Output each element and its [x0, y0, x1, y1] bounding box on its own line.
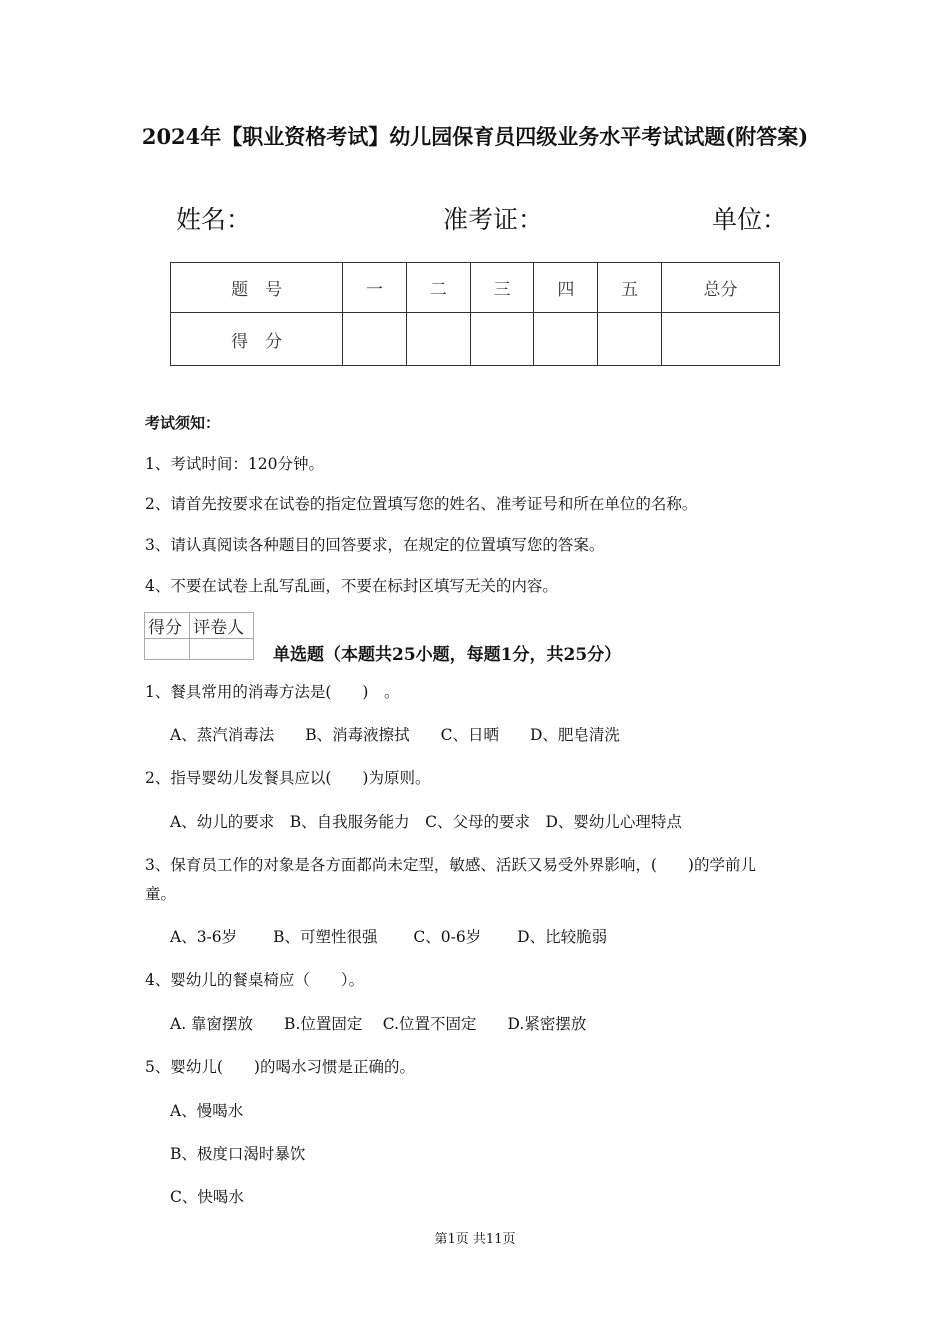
score-cell [470, 313, 534, 366]
question-text: 3、保育员工作的对象是各方面都尚未定型，敏感、活跃又易受外界影响，( )的学前儿 [145, 856, 756, 874]
unit-label: 单位： [712, 205, 788, 234]
score-cell [598, 313, 662, 366]
question-text: 2、指导婴幼儿发餐具应以( )为原则。 [145, 769, 431, 787]
score-header-cell: 一 [343, 263, 407, 313]
question-option: C、快喝水 [170, 1188, 244, 1206]
question-option: A、慢喝水 [170, 1102, 244, 1120]
notice-item: 1、考试时间：120分钟。 [145, 455, 324, 473]
question-option: B、极度口渴时暴饮 [170, 1145, 306, 1163]
exam-id-label: 准考证： [443, 205, 544, 234]
score-header-cell: 二 [406, 263, 470, 313]
notice-item: 3、请认真阅读各种题目的回答要求，在规定的位置填写您的答案。 [145, 536, 605, 554]
score-header-cell: 总分 [662, 263, 780, 313]
grader-reviewer-label: 评卷人 [190, 613, 254, 639]
grader-score-label: 得分 [145, 613, 190, 639]
grader-reviewer-cell [190, 639, 254, 660]
question-text: 5、婴幼儿( )的喝水习惯是正确的。 [145, 1058, 415, 1076]
notice-item: 2、请首先按要求在试卷的指定位置填写您的姓名、准考证号和所在单位的名称。 [145, 495, 698, 513]
score-header-cell: 五 [598, 263, 662, 313]
notice-title: 考试须知： [145, 414, 221, 432]
score-cell [406, 313, 470, 366]
question-options: A. 靠窗摆放 B.位置固定 C.位置不固定 D.紧密摆放 [170, 1015, 587, 1033]
score-table [170, 262, 780, 366]
question-options: A、3-6岁 B、可塑性很强 C、0-6岁 D、比较脆弱 [170, 928, 608, 946]
page-footer: 第1页 共11页 [434, 1232, 516, 1247]
name-label: 姓名： [176, 205, 252, 234]
page-title: 2024年【职业资格考试】幼儿园保育员四级业务水平考试试题(附答案) [141, 124, 809, 149]
score-header-cell: 四 [534, 263, 598, 313]
question-text: 4、婴幼儿的餐桌椅应（ ）。 [145, 971, 365, 989]
question-text: 1、餐具常用的消毒方法是( ) 。 [145, 683, 400, 701]
score-header-cell: 题 号 [171, 263, 343, 313]
question-options: A、蒸汽消毒法 B、消毒液擦拭 C、日晒 D、肥皂清洗 [170, 726, 620, 744]
question-text-continued: 童。 [145, 885, 177, 903]
score-row-label: 得 分 [171, 313, 343, 366]
notice-item: 4、不要在试卷上乱写乱画，不要在标封区填写无关的内容。 [145, 577, 558, 595]
grader-score-cell [145, 639, 190, 660]
score-header-cell: 三 [470, 263, 534, 313]
score-cell [343, 313, 407, 366]
score-cell [534, 313, 598, 366]
question-options: A、幼儿的要求 B、自我服务能力 C、父母的要求 D、婴幼儿心理特点 [170, 813, 682, 831]
section-title: 单选题（本题共25小题，每题1分，共25分） [273, 645, 622, 665]
grader-box [144, 612, 254, 660]
score-cell [662, 313, 780, 366]
